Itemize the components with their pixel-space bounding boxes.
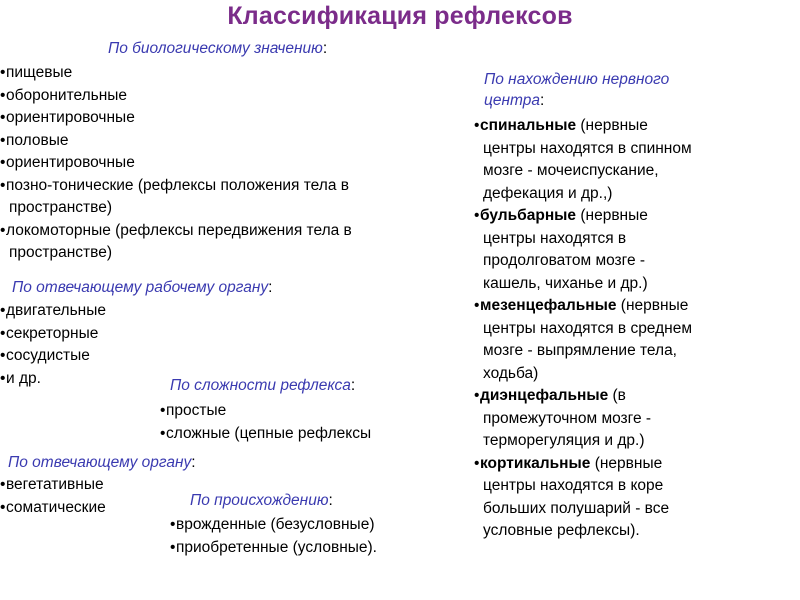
list-working-organ — [0, 300, 106, 390]
list-item-continuation: пространстве) — [9, 244, 112, 261]
list-item — [0, 345, 106, 368]
heading-responding-organ — [8, 452, 196, 473]
list-item — [170, 513, 377, 536]
list-item — [0, 497, 106, 520]
list-item-term: спинальные — [480, 117, 577, 134]
heading-nerve-center — [484, 69, 669, 111]
list-item — [474, 295, 738, 385]
list-item — [0, 152, 352, 175]
heading-nerve-center-line2: центра — [484, 92, 540, 109]
bullet-icon: • — [0, 86, 6, 104]
list-item-continuation: кашель, чиханье и др.) — [483, 274, 648, 292]
bullet-icon: • — [160, 402, 166, 419]
list-item-term: кортикальные — [480, 454, 591, 472]
bullet-icon: • — [0, 498, 6, 516]
list-item-term: диэнцефальные — [480, 387, 609, 404]
bullet-icon: • — [0, 347, 6, 364]
list-item — [0, 474, 106, 497]
bullet-icon: • — [474, 387, 480, 404]
heading-origin — [190, 490, 333, 511]
list-item-text: сложные (цепные рефлексы — [166, 425, 372, 442]
bullet-icon: • — [0, 476, 6, 493]
list-item — [474, 115, 738, 205]
list-item-continuation: промежуточном мозге - — [483, 409, 652, 427]
bullet-icon: • — [0, 221, 6, 239]
list-item-continuation: центры находятся в коре — [483, 477, 664, 494]
bullet-icon: • — [0, 369, 6, 387]
list-item — [0, 130, 352, 153]
list-item-text: (нервные — [590, 454, 663, 472]
heading-origin-text: По происхождению — [190, 492, 329, 509]
bullet-icon: • — [0, 302, 6, 319]
list-item — [474, 385, 738, 453]
list-item-text: (нервные — [616, 297, 689, 314]
heading-biological-text: По биологическому значению — [108, 40, 323, 57]
bullet-icon: • — [0, 176, 6, 194]
list-item-text: соматические — [6, 498, 106, 516]
list-item — [474, 453, 738, 543]
list-item-text: (в — [608, 387, 626, 404]
list-item-text: локомоторные (рефлексы передвижения тела в — [6, 221, 352, 239]
list-item-text: (нервные — [576, 117, 648, 134]
list-item — [0, 62, 352, 85]
list-item-continuation: условные рефлексы). — [483, 522, 640, 539]
bullet-icon: • — [474, 454, 480, 472]
list-item — [0, 323, 106, 346]
list-item-continuation: центры находятся в среднем — [483, 319, 692, 337]
bullet-icon: • — [0, 324, 6, 342]
list-nerve-center — [474, 115, 738, 543]
list-item-text: (нервные — [576, 207, 648, 224]
list-item-continuation: мозге - мочеиспускание, — [483, 162, 659, 179]
heading-colon: : — [268, 279, 273, 296]
page-title: Классификация рефлексов — [227, 2, 573, 30]
list-item — [0, 107, 352, 130]
list-item-continuation: ходьба) — [483, 364, 539, 382]
heading-working-organ-text: По отвечающему рабочему органу — [12, 279, 269, 296]
bullet-icon: • — [160, 425, 166, 442]
list-item — [160, 422, 371, 445]
list-item-continuation: пространстве) — [9, 199, 112, 216]
list-item-text: секреторные — [6, 324, 99, 342]
list-item — [160, 399, 371, 422]
bullet-icon: • — [0, 131, 6, 149]
list-item-continuation: дефекация и др.,) — [483, 184, 613, 202]
bullet-icon: • — [170, 516, 176, 533]
list-item — [170, 536, 377, 559]
list-item-term: бульбарные — [480, 207, 577, 224]
heading-colon: : — [350, 377, 356, 394]
list-responding-organ — [0, 474, 106, 519]
bullet-icon: • — [170, 539, 176, 556]
list-biological — [0, 62, 352, 265]
list-item-continuation: мозге - выпрямление тела, — [483, 342, 677, 359]
list-complexity — [160, 399, 371, 445]
bullet-icon: • — [0, 64, 6, 81]
heading-nerve-center-line1: По нахождению нервного — [484, 71, 670, 88]
list-origin — [170, 513, 377, 559]
bullet-icon: • — [474, 297, 480, 314]
list-item-continuation: терморегуляция и др.) — [483, 432, 645, 449]
heading-colon: : — [322, 40, 328, 57]
list-item — [0, 300, 106, 323]
heading-complexity-text: По сложности рефлекса — [170, 377, 351, 394]
list-item-text: сосудистые — [6, 347, 90, 364]
list-item — [0, 175, 352, 220]
list-item-text: ориентировочные — [6, 154, 135, 171]
list-item-term: мезенцефальные — [480, 297, 617, 314]
heading-responding-organ-text: По отвечающему органу — [8, 454, 192, 471]
heading-complexity — [170, 375, 355, 396]
list-item-text: и др. — [6, 369, 41, 387]
list-item-text: пищевые — [6, 64, 73, 81]
list-item-continuation: продолговатом мозге - — [483, 252, 646, 269]
list-item-text: простые — [166, 402, 227, 419]
list-item-text: оборонительные — [6, 86, 128, 104]
bullet-icon: • — [0, 154, 6, 171]
heading-colon: : — [328, 492, 333, 509]
list-item-text: ориентировочные — [6, 109, 135, 126]
list-item-text: врожденные (безусловные) — [176, 516, 375, 533]
list-item — [474, 205, 738, 295]
heading-colon: : — [540, 92, 545, 109]
list-item — [0, 85, 352, 108]
list-item-continuation: больших полушарий - все — [483, 499, 670, 517]
heading-colon: : — [191, 454, 196, 471]
list-item-text: вегетативные — [6, 476, 104, 493]
bullet-icon: • — [0, 109, 6, 126]
bullet-icon: • — [474, 207, 480, 224]
bullet-icon: • — [474, 117, 480, 134]
list-item-continuation: центры находятся в спинном — [483, 139, 692, 157]
heading-working-organ — [12, 277, 272, 298]
list-item-text: приобретенные (условные). — [176, 539, 377, 556]
list-item-text: двигательные — [6, 302, 107, 319]
heading-biological — [108, 38, 327, 59]
list-item-continuation: центры находятся в — [483, 229, 627, 247]
list-item-text: половые — [6, 131, 69, 149]
list-item — [0, 368, 106, 391]
list-item-text: позно-тонические (рефлексы положения тела в — [6, 176, 349, 194]
list-item — [0, 220, 352, 265]
